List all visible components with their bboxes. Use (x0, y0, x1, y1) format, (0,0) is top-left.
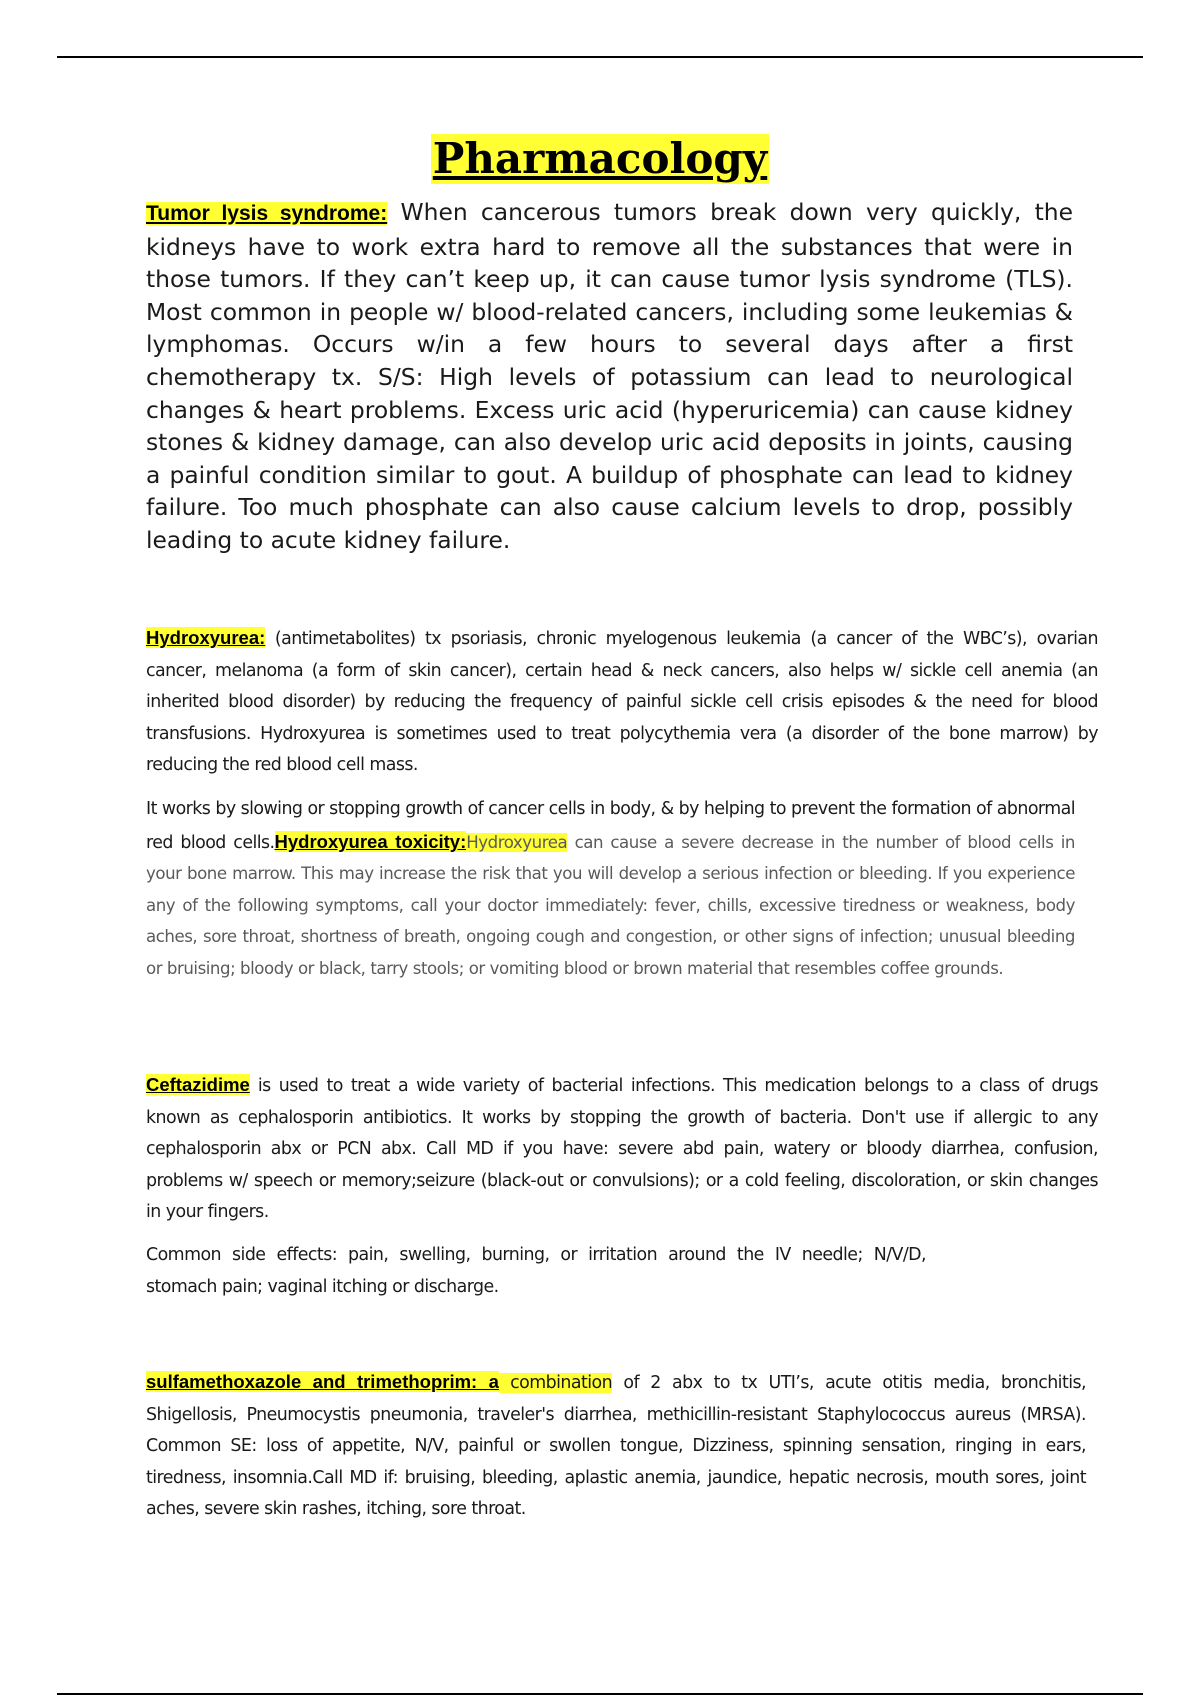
hydroxyurea-mechanism-text: It works by slowing or stopping growth of cancer cells in body, & by helping to prevent the formation of abnormal red blood cells. (146, 799, 1075, 853)
hydroxyurea-toxicity-lead: Hydroxyurea (466, 832, 568, 852)
hydroxyurea-toxicity-term: Hydroxyurea toxicity: (274, 830, 467, 852)
sulfamethoxazole-paragraph (146, 1366, 1086, 1526)
ceftazidime-side-effects (146, 1240, 926, 1303)
footer-rule (57, 1693, 1143, 1695)
ceftazidime-side-effects-text: Common side effects: pain, swelling, burning, or irritation around the IV needle; N/V/D, stomach pain; vaginal itching or discharge. (146, 1245, 926, 1297)
page-title: Pharmacology (432, 134, 768, 183)
sulfamethoxazole-term: sulfamethoxazole and trimethoprim: a (146, 1371, 499, 1392)
ceftazidime-text: is used to treat a wide variety of bacterial infections. This medication belongs to a class of drugs known as cephalosporin antibiotics. It works by stopping the growth of bacteria. Don't use if allergic to any cephalosporin abx or PCN abx. Call MD if you have: severe abd pain, watery or bloody diarrhea, confusion, problems w/ speech or memory;seizure (black-out or convulsions); or a cold feeling, discoloration, or skin changes in your fingers. (146, 1076, 1098, 1223)
hydroxyurea-term: Hydroxyurea: (146, 627, 266, 648)
ceftazidime-paragraph (146, 1069, 1098, 1229)
tumor-lysis-text: When cancerous tumors break down very quickly, the kidneys have to work extra hard to remove all the substances that were in those tumors. If they can’t keep up, it can cause tumor lysis syndrome (TLS). Most common in people w/ blood-related cancers, including some leukemias & lymphomas. Occurs w/in a few hours to several days after a first chemotherapy tx. S/S: High levels of potassium can lead to neurological changes & heart problems. Excess uric acid (hyperuricemia) can cause kidney stones & kidney damage, can also develop uric acid deposits in joints, causing a painful condition similar to gout. A buildup of phosphate can lead to kidney failure. Too much phosphate can also cause calcium levels to drop, possibly leading to acute kidney failure. (146, 198, 1073, 554)
hydroxyurea-toxicity-text: can cause a severe decrease in the number of blood cells in your bone marrow. This may increase the risk that you will develop a serious infection or bleeding. If you experience any of the following symptoms, call your doctor immediately: fever, chills, excessive tiredness or weakness, body aches, sore throat, shortness of breath, ongoing cough and congestion, or other signs of infection; unusual bleeding or bruising; bloody or black, tarry stools; or vomiting blood or brown material that resembles coffee grounds. (146, 832, 1075, 978)
hydroxyurea-text: (antimetabolites) tx psoriasis, chronic myelogenous leukemia (a cancer of the WBC’s), ovarian cancer, melanoma (a form of skin cancer), certain head & neck cancers, also helps w/ sickle cell anemia (an inherited blood disorder) by reducing the frequency of painful sickle cell crisis episodes & the need for blood transfusions. Hydroxyurea is sometimes used to treat polycythemia vera (a disorder of the bone marrow) by reducing the red blood cell mass. (146, 629, 1098, 776)
sulfamethoxazole-text: of 2 abx to tx UTI’s, acute otitis media, bronchitis, Shigellosis, Pneumocystis pneumonia, traveler's diarrhea, methicillin-resistant Staphylococcus aureus (MRSA). Common SE: loss of appetite, N/V, painful or swollen tongue, Dizziness, spinning sensation, ringing in ears, tiredness, insomnia.Call MD if: bruising, bleeding, aplastic anemia, jaundice, hepatic necrosis, mouth sores, joint aches, severe skin rashes, itching, sore throat. (146, 1373, 1086, 1520)
hydroxyurea-paragraph (146, 622, 1098, 782)
tumor-lysis-paragraph (146, 196, 1073, 557)
header-rule (57, 56, 1143, 58)
ceftazidime-term: Ceftazidime (146, 1074, 250, 1095)
tumor-lysis-term: Tumor lysis syndrome: (146, 202, 388, 225)
sulfamethoxazole-highlight-tail: combination (498, 1373, 613, 1393)
hydroxyurea-mechanism-paragraph (146, 794, 1075, 986)
